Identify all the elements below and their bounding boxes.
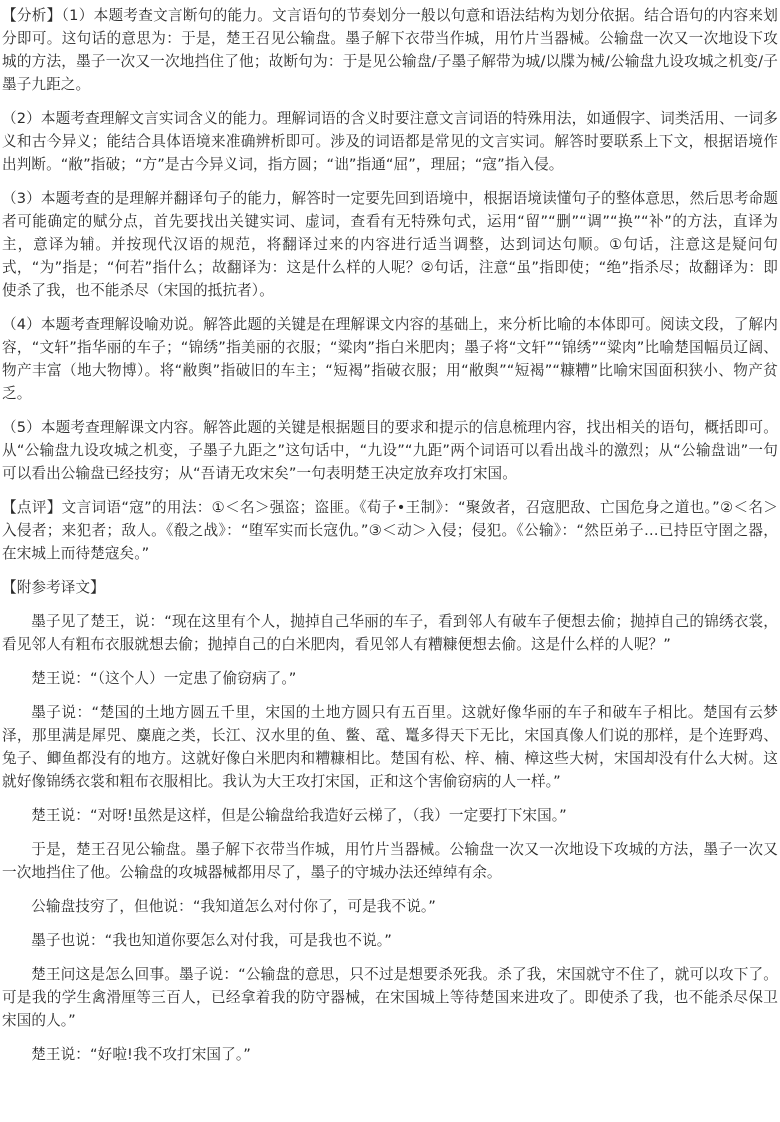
analysis-paragraph-5: （5）本题考查理解课文内容。解答此题的关键是根据题目的要求和提示的信息梳理内容，找出相关的语句，概括即可。从“公输盘九设攻城之机变，子墨子九距之”这句话中，“九设”“九距”两个词语可以看出战斗的激烈；从“公输盘诎”一句可以看出公输盘已经技穷；从“吾请无攻宋矣”一句表明楚王决定放弃攻打宋国。 xyxy=(2,419,778,482)
translation-paragraph: 墨子说：“楚国的土地方圆五千里，宋国的土地方圆只有五百里。这就好像华丽的车子和破车子相比。楚国有云梦泽，那里满是犀兕、麋鹿之类，长江、汉水里的鱼、鳖、鼋、鼍多得天下无比，宋国真像人们说的那样，是个连野鸡、兔子、鲫鱼都没有的地方。这就好像白米肥肉和糟糠相比。楚国有松、梓、楠、樟这些大树，宋国却没有什么大树。这就好像锦绣衣裳和粗布衣服相比。我认为大王攻打宋国，正和这个害偷窃病的人一样。” xyxy=(2,704,778,790)
analysis-paragraph-2: （2）本题考查理解文言实词含义的能力。理解词语的含义时要注意文言词语的特殊用法，如通假字、词类活用、一词多义和古今异义；能结合具体语境来准确辨析即可。涉及的词语都是常见的文言实词。解答时要联系上下文，根据语境作出判断。“敝”指破；“方”是古今异义词，指方圆；“诎”指通“屈”，理屈；“寇”指入侵。 xyxy=(2,110,778,173)
translation-heading: 【附参考译文】 xyxy=(2,579,105,596)
translation-paragraph: 楚王说：“（这个人）一定患了偷窃病了。” xyxy=(31,670,297,687)
translation-paragraph: 墨子也说：“我也知道你要怎么对付我，可是我也不说。” xyxy=(31,932,392,949)
translation-paragraph: 于是，楚王召见公输盘。墨子解下衣带当作城，用竹片当器械。公输盘一次又一次地设下攻城的方法，墨子一次又一次地挡住了他。公输盘的攻城器械都用尽了，墨子的守城办法还绰绰有余。 xyxy=(2,841,778,881)
comment-paragraph: 【点评】文言词语“寇”的用法：①＜名＞强盗；盗匪。《荀子•王制》：“聚敛者，召寇肥敌、亡国危身之道也。”②＜名＞入侵者；来犯者；敌人。《殽之战》：“堕军实而长寇仇。”③＜动＞入侵；侵犯。《公输》：“然臣弟子…已持臣守圉之器，在宋城上而待楚寇矣。” xyxy=(2,499,778,562)
translation-paragraph: 墨子见了楚王，说：“现在这里有个人，抛掉自己华丽的车子，看到邻人有破车子便想去偷；抛掉自己的锦绣衣裳，看见邻人有粗布衣服就想去偷；抛掉自己的白米肥肉，看见邻人有糟糠便想去偷。这是什么样的人呢？” xyxy=(2,613,778,653)
translation-paragraph: 楚王说：“对呀!虽然是这样，但是公输盘给我造好云梯了，（我）一定要打下宋国。” xyxy=(31,807,567,824)
analysis-paragraph-4: （4）本题考查理解设喻劝说。解答此题的关键是在理解课文内容的基础上，来分析比喻的本体即可。阅读文段，了解内容，“文轩”指华丽的车子；“锦绣”指美丽的衣服；“粱肉”指白米肥肉；墨子将“文轩”“锦绣”“粱肉”比喻楚国幅员辽阔、物产丰富（地大物博）。将“敝舆”指破旧的车主；“短褐”指破衣服；用“敝舆”“短褐”“糠糟”比喻宋国面积狭小、物产贫乏。 xyxy=(2,316,778,402)
analysis-paragraph-3: （3）本题考查的是理解并翻译句子的能力，解答时一定要先回到语境中，根据语境读懂句子的整体意思，然后思考命题者可能确定的赋分点，首先要找出关键实词、虚词，查看有无特殊句式，运用“留”“删”“调”“换”“补”的方法，直译为主，意译为辅。并按现代汉语的规范，将翻译过来的内容进行适当调整，达到词达句顺。①句话，注意这是疑问句式，“为”指是；“何若”指什么；故翻译为：这是什么样的人呢？②句话，注意“虽”指即使；“绝”指杀尽；故翻译为：即使杀了我，也不能杀尽（宋国的抵抗者）。 xyxy=(2,190,778,299)
translation-paragraph: 楚王说：“好啦!我不攻打宋国了。” xyxy=(31,1046,251,1063)
translation-paragraph: 公输盘技穷了，但他说：“我知道怎么对付你了，可是我不说。” xyxy=(31,898,436,915)
translation-paragraph: 楚王问这是怎么回事。墨子说：“公输盘的意思，只不过是想要杀死我。杀了我，宋国就守不住了，就可以攻下了。可是我的学生禽滑厘等三百人，已经拿着我的防守器械，在宋国城上等待楚国来进攻了。即使杀了我，也不能杀尽保卫宋国的人。” xyxy=(2,966,778,1029)
analysis-paragraph-1: 【分析】（1）本题考查文言断句的能力。文言语句的节奏划分一般以句意和语法结构为划分依据。结合语句的内容来划分即可。这句话的意思为：于是，楚王召见公输盘。墨子解下衣带当作城，用竹片当器械。公输盘一次又一次地设下攻城的方法，墨子一次又一次地挡住了他；故断句为：于是见公输盘/子墨子解带为城/以牒为械/公输盘九设攻城之机变/子墨子九距之。 xyxy=(2,7,778,93)
